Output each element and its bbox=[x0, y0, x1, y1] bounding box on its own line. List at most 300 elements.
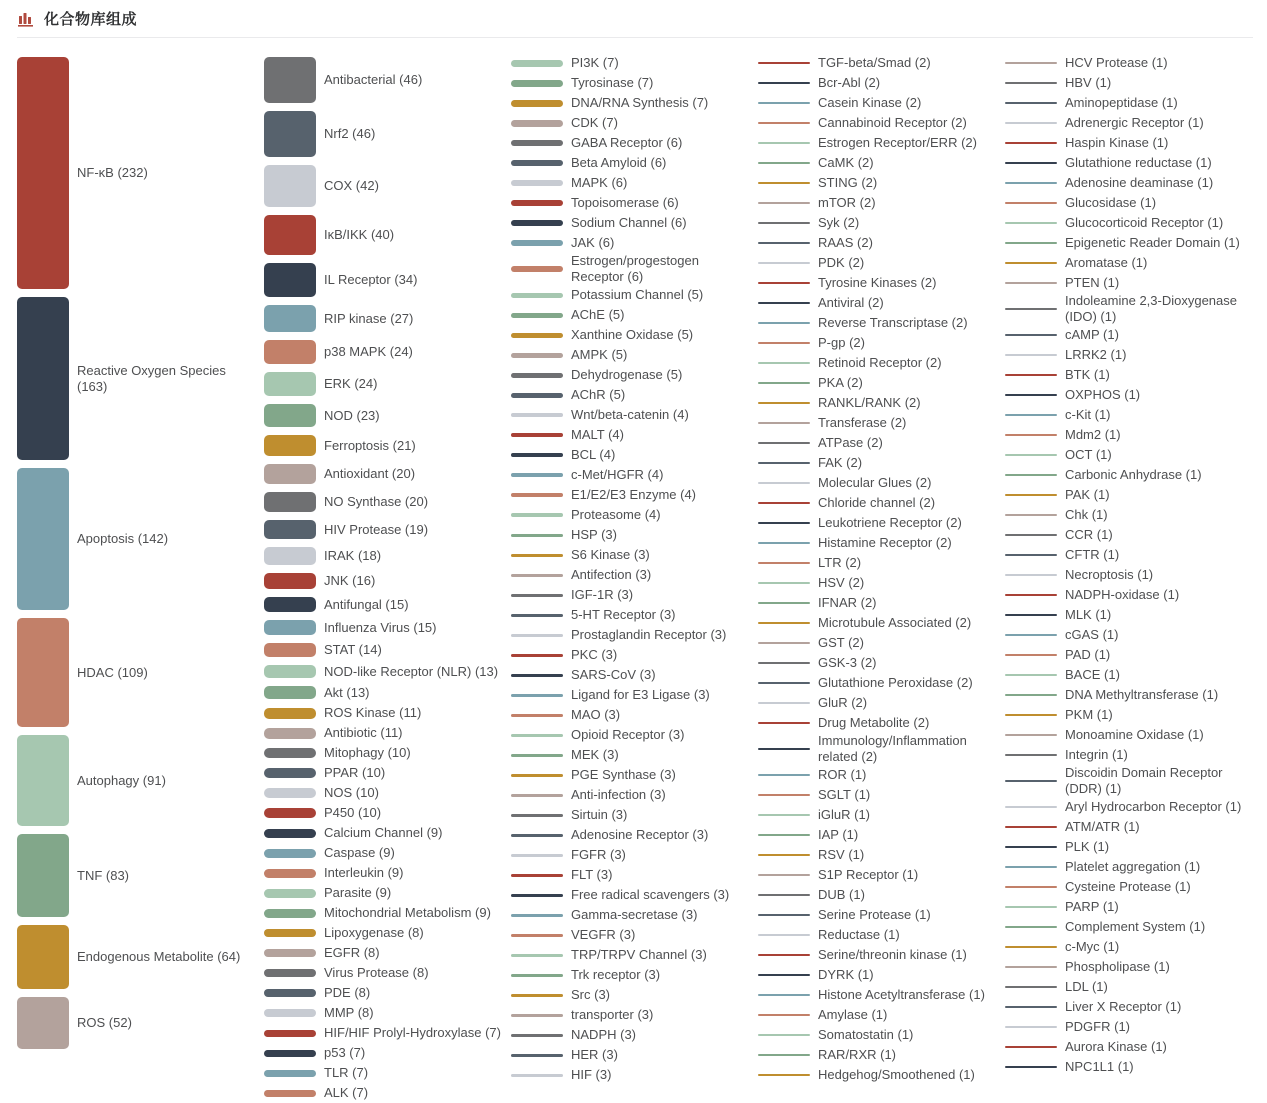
category-swatch[interactable] bbox=[264, 808, 316, 818]
legend-row bbox=[1005, 233, 1252, 253]
category-swatch[interactable] bbox=[758, 954, 810, 955]
category-swatch[interactable] bbox=[758, 622, 810, 624]
legend-row bbox=[511, 153, 758, 173]
category-swatch[interactable] bbox=[1005, 594, 1057, 595]
category-swatch[interactable] bbox=[758, 874, 810, 875]
category-swatch[interactable] bbox=[758, 682, 810, 684]
category-swatch[interactable] bbox=[758, 322, 810, 324]
category-swatch[interactable] bbox=[264, 215, 316, 255]
category-swatch[interactable] bbox=[758, 142, 810, 144]
category-label: Carbonic Anhydrase (1) bbox=[1065, 467, 1202, 482]
category-label: p38 MAPK (24) bbox=[324, 344, 413, 359]
legend-row bbox=[1005, 293, 1252, 325]
legend-row bbox=[1005, 565, 1252, 585]
category-swatch[interactable] bbox=[1005, 846, 1057, 847]
category-swatch[interactable] bbox=[1005, 1026, 1057, 1027]
category-swatch[interactable] bbox=[758, 748, 810, 750]
legend-row bbox=[758, 925, 1005, 945]
category-swatch[interactable] bbox=[264, 492, 316, 512]
category-swatch[interactable] bbox=[758, 542, 810, 544]
category-label: Mdm2 (1) bbox=[1065, 427, 1121, 442]
category-label: IκB/IKK (40) bbox=[324, 227, 395, 242]
legend-row bbox=[758, 1005, 1005, 1025]
category-swatch[interactable] bbox=[511, 513, 563, 517]
category-swatch[interactable] bbox=[511, 200, 563, 206]
category-swatch[interactable] bbox=[1005, 634, 1057, 635]
category-swatch[interactable] bbox=[511, 554, 563, 557]
legend-row bbox=[511, 685, 758, 705]
category-swatch[interactable] bbox=[264, 849, 316, 858]
category-swatch[interactable] bbox=[758, 382, 810, 384]
category-swatch[interactable] bbox=[511, 80, 563, 87]
legend-row bbox=[758, 733, 1005, 765]
category-swatch[interactable] bbox=[511, 874, 563, 877]
legend-row bbox=[264, 516, 511, 543]
category-swatch[interactable] bbox=[1005, 102, 1057, 103]
category-swatch[interactable] bbox=[758, 814, 810, 815]
category-swatch[interactable] bbox=[758, 562, 810, 564]
category-label: MAPK (6) bbox=[571, 175, 628, 190]
category-swatch[interactable] bbox=[511, 413, 563, 417]
category-swatch[interactable] bbox=[1005, 654, 1057, 655]
category-swatch[interactable] bbox=[264, 788, 316, 798]
category-swatch[interactable] bbox=[511, 994, 563, 997]
category-swatch[interactable] bbox=[758, 222, 810, 224]
category-swatch[interactable] bbox=[264, 768, 316, 778]
category-swatch[interactable] bbox=[17, 735, 69, 826]
category-swatch[interactable] bbox=[511, 754, 563, 757]
category-label: ATPase (2) bbox=[818, 435, 883, 450]
category-swatch[interactable] bbox=[1005, 754, 1057, 755]
category-swatch[interactable] bbox=[511, 694, 563, 697]
category-swatch[interactable] bbox=[264, 889, 316, 898]
legend-row bbox=[264, 107, 511, 161]
category-label: LTR (2) bbox=[818, 555, 862, 570]
category-swatch[interactable] bbox=[264, 748, 316, 758]
category-swatch[interactable] bbox=[264, 340, 316, 364]
category-swatch[interactable] bbox=[511, 240, 563, 246]
category-swatch[interactable] bbox=[511, 534, 563, 537]
legend-row bbox=[511, 485, 758, 505]
category-swatch[interactable] bbox=[511, 493, 563, 497]
category-swatch[interactable] bbox=[511, 393, 563, 398]
legend-row bbox=[1005, 325, 1252, 345]
category-swatch[interactable] bbox=[758, 774, 810, 775]
category-swatch[interactable] bbox=[264, 665, 316, 678]
category-label: Somatostatin (1) bbox=[818, 1027, 914, 1042]
category-swatch[interactable] bbox=[511, 614, 563, 617]
category-swatch[interactable] bbox=[1005, 262, 1057, 263]
category-swatch[interactable] bbox=[511, 266, 563, 272]
category-swatch[interactable] bbox=[264, 305, 316, 332]
category-swatch[interactable] bbox=[758, 1054, 810, 1055]
category-swatch[interactable] bbox=[264, 929, 316, 937]
category-swatch[interactable] bbox=[264, 989, 316, 997]
category-label: Tyrosinase (7) bbox=[571, 75, 654, 90]
legend-row bbox=[511, 1005, 758, 1025]
category-swatch[interactable] bbox=[511, 794, 563, 797]
category-swatch[interactable] bbox=[1005, 534, 1057, 535]
category-swatch[interactable] bbox=[1005, 574, 1057, 575]
category-swatch[interactable] bbox=[758, 994, 810, 995]
category-label: Glutathione reductase (1) bbox=[1065, 155, 1212, 170]
category-swatch[interactable] bbox=[1005, 906, 1057, 907]
category-swatch[interactable] bbox=[511, 934, 563, 937]
category-swatch[interactable] bbox=[1005, 1006, 1057, 1007]
legend-row bbox=[758, 133, 1005, 153]
legend-row bbox=[1005, 213, 1252, 233]
legend-row bbox=[511, 865, 758, 885]
category-label: BCL (4) bbox=[571, 447, 616, 462]
category-swatch[interactable] bbox=[511, 293, 563, 298]
category-swatch[interactable] bbox=[1005, 308, 1057, 309]
category-swatch[interactable] bbox=[1005, 986, 1057, 987]
legend-row bbox=[511, 785, 758, 805]
category-swatch[interactable] bbox=[1005, 780, 1057, 781]
category-swatch[interactable] bbox=[1005, 1046, 1057, 1047]
category-swatch[interactable] bbox=[1005, 494, 1057, 495]
category-label: Opioid Receptor (3) bbox=[571, 727, 685, 742]
category-swatch[interactable] bbox=[1005, 394, 1057, 395]
category-swatch[interactable] bbox=[511, 1014, 563, 1017]
category-swatch[interactable] bbox=[511, 974, 563, 977]
category-swatch[interactable] bbox=[758, 502, 810, 504]
category-swatch[interactable] bbox=[264, 165, 316, 207]
category-swatch[interactable] bbox=[511, 60, 563, 67]
legend-row bbox=[511, 625, 758, 645]
category-swatch[interactable] bbox=[511, 954, 563, 957]
category-swatch[interactable] bbox=[758, 102, 810, 104]
category-swatch[interactable] bbox=[1005, 826, 1057, 827]
category-swatch[interactable] bbox=[1005, 142, 1057, 143]
category-swatch[interactable] bbox=[264, 57, 316, 103]
category-swatch[interactable] bbox=[1005, 714, 1057, 715]
category-swatch[interactable] bbox=[264, 620, 316, 635]
category-label: Glutathione Peroxidase (2) bbox=[818, 675, 973, 690]
category-label: Antibiotic (11) bbox=[324, 725, 403, 740]
legend-row bbox=[1005, 173, 1252, 193]
category-swatch[interactable] bbox=[758, 182, 810, 184]
category-swatch[interactable] bbox=[511, 1074, 563, 1077]
category-swatch[interactable] bbox=[758, 1014, 810, 1015]
category-swatch[interactable] bbox=[264, 708, 316, 719]
category-label: IGF-1R (3) bbox=[571, 587, 634, 602]
category-swatch[interactable] bbox=[758, 242, 810, 244]
category-swatch[interactable] bbox=[1005, 474, 1057, 475]
category-swatch[interactable] bbox=[511, 854, 563, 857]
category-label: AChR (5) bbox=[571, 387, 626, 402]
category-label: Cysteine Protease (1) bbox=[1065, 879, 1191, 894]
category-swatch[interactable] bbox=[511, 313, 563, 318]
category-swatch[interactable] bbox=[511, 834, 563, 837]
category-swatch[interactable] bbox=[511, 734, 563, 737]
category-swatch[interactable] bbox=[264, 404, 316, 427]
category-label: HCV Protease (1) bbox=[1065, 55, 1168, 70]
category-swatch[interactable] bbox=[758, 442, 810, 444]
category-swatch[interactable] bbox=[511, 373, 563, 378]
legend-row bbox=[758, 785, 1005, 805]
category-swatch[interactable] bbox=[1005, 62, 1057, 63]
category-swatch[interactable] bbox=[1005, 162, 1057, 163]
category-swatch[interactable] bbox=[1005, 514, 1057, 515]
category-swatch[interactable] bbox=[1005, 614, 1057, 615]
category-swatch[interactable] bbox=[758, 62, 810, 64]
category-label: Monoamine Oxidase (1) bbox=[1065, 727, 1204, 742]
category-label: Molecular Glues (2) bbox=[818, 475, 932, 490]
category-label: PGE Synthase (3) bbox=[571, 767, 676, 782]
category-swatch[interactable] bbox=[511, 1034, 563, 1037]
category-swatch[interactable] bbox=[1005, 454, 1057, 455]
category-swatch[interactable] bbox=[511, 814, 563, 817]
legend-row bbox=[758, 905, 1005, 925]
category-swatch[interactable] bbox=[758, 522, 810, 524]
category-swatch[interactable] bbox=[264, 1030, 316, 1037]
category-swatch[interactable] bbox=[1005, 334, 1057, 335]
category-swatch[interactable] bbox=[264, 263, 316, 297]
category-swatch[interactable] bbox=[511, 594, 563, 597]
category-label: NF-κB (232) bbox=[77, 165, 148, 180]
category-label: Estrogen Receptor/ERR (2) bbox=[818, 135, 977, 150]
legend-row bbox=[758, 53, 1005, 73]
category-label: Cannabinoid Receptor (2) bbox=[818, 115, 967, 130]
category-label: ROR (1) bbox=[818, 767, 867, 782]
category-swatch[interactable] bbox=[758, 894, 810, 895]
category-swatch[interactable] bbox=[1005, 182, 1057, 183]
category-swatch[interactable] bbox=[264, 520, 316, 539]
category-swatch[interactable] bbox=[511, 574, 563, 577]
category-swatch[interactable] bbox=[1005, 414, 1057, 415]
category-swatch[interactable] bbox=[758, 794, 810, 795]
category-label: Gamma-secretase (3) bbox=[571, 907, 698, 922]
category-swatch[interactable] bbox=[264, 686, 316, 699]
category-swatch[interactable] bbox=[758, 122, 810, 124]
page-title: 化合物库组成 bbox=[44, 11, 138, 28]
legend-row bbox=[1005, 545, 1252, 565]
category-label: Src (3) bbox=[571, 987, 610, 1002]
category-swatch[interactable] bbox=[758, 582, 810, 584]
category-swatch[interactable] bbox=[17, 57, 69, 289]
category-swatch[interactable] bbox=[758, 402, 810, 404]
category-swatch[interactable] bbox=[758, 642, 810, 644]
category-swatch[interactable] bbox=[264, 464, 316, 484]
category-swatch[interactable] bbox=[17, 997, 69, 1049]
category-swatch[interactable] bbox=[1005, 202, 1057, 203]
category-swatch[interactable] bbox=[758, 342, 810, 344]
legend-row bbox=[1005, 997, 1252, 1017]
category-swatch[interactable] bbox=[1005, 946, 1057, 947]
category-label: Calcium Channel (9) bbox=[324, 825, 443, 840]
category-swatch[interactable] bbox=[264, 1009, 316, 1017]
category-swatch[interactable] bbox=[17, 297, 69, 460]
category-swatch[interactable] bbox=[511, 353, 563, 358]
category-label: Interleukin (9) bbox=[324, 865, 404, 880]
category-swatch[interactable] bbox=[511, 774, 563, 777]
category-swatch[interactable] bbox=[1005, 886, 1057, 887]
category-label: GluR (2) bbox=[818, 695, 868, 710]
legend-row bbox=[264, 823, 511, 843]
legend-row bbox=[511, 193, 758, 213]
category-swatch[interactable] bbox=[511, 140, 563, 146]
category-swatch[interactable] bbox=[758, 262, 810, 264]
category-label: S1P Receptor (1) bbox=[818, 867, 919, 882]
chart-column-3 bbox=[511, 53, 758, 1085]
category-swatch[interactable] bbox=[511, 894, 563, 897]
category-swatch[interactable] bbox=[511, 180, 563, 186]
category-swatch[interactable] bbox=[758, 602, 810, 604]
category-swatch[interactable] bbox=[511, 674, 563, 677]
category-label: p53 (7) bbox=[324, 1045, 366, 1060]
category-label: PDE (8) bbox=[324, 985, 371, 1000]
category-swatch[interactable] bbox=[264, 573, 316, 589]
legend-row bbox=[758, 613, 1005, 633]
legend-row bbox=[758, 113, 1005, 133]
category-swatch[interactable] bbox=[511, 333, 563, 338]
category-swatch[interactable] bbox=[1005, 354, 1057, 355]
category-swatch[interactable] bbox=[1005, 122, 1057, 123]
category-swatch[interactable] bbox=[511, 220, 563, 226]
category-label: S6 Kinase (3) bbox=[571, 547, 650, 562]
category-swatch[interactable] bbox=[1005, 694, 1057, 695]
category-swatch[interactable] bbox=[17, 468, 69, 610]
category-swatch[interactable] bbox=[264, 547, 316, 565]
category-swatch[interactable] bbox=[1005, 242, 1057, 243]
category-swatch[interactable] bbox=[511, 914, 563, 917]
legend-row bbox=[264, 703, 511, 723]
legend-row bbox=[758, 985, 1005, 1005]
legend-row bbox=[264, 763, 511, 783]
category-label: Liver X Receptor (1) bbox=[1065, 999, 1182, 1014]
category-swatch[interactable] bbox=[264, 969, 316, 977]
category-swatch[interactable] bbox=[758, 702, 810, 704]
category-label: Necroptosis (1) bbox=[1065, 567, 1154, 582]
category-swatch[interactable] bbox=[758, 482, 810, 484]
category-swatch[interactable] bbox=[758, 82, 810, 84]
category-swatch[interactable] bbox=[1005, 866, 1057, 867]
category-swatch[interactable] bbox=[264, 597, 316, 612]
category-swatch[interactable] bbox=[264, 1090, 316, 1097]
category-swatch[interactable] bbox=[511, 634, 563, 637]
legend-row bbox=[264, 923, 511, 943]
category-swatch[interactable] bbox=[758, 934, 810, 935]
category-swatch[interactable] bbox=[1005, 806, 1057, 807]
compound-library-composition-chart bbox=[0, 38, 1267, 1103]
legend-row bbox=[511, 885, 758, 905]
category-swatch[interactable] bbox=[758, 362, 810, 364]
category-label: Aurora Kinase (1) bbox=[1065, 1039, 1167, 1054]
category-swatch[interactable] bbox=[264, 111, 316, 157]
category-swatch[interactable] bbox=[264, 1050, 316, 1057]
category-swatch[interactable] bbox=[511, 654, 563, 657]
category-swatch[interactable] bbox=[264, 949, 316, 957]
category-swatch[interactable] bbox=[758, 462, 810, 464]
legend-row bbox=[511, 1065, 758, 1085]
category-swatch[interactable] bbox=[1005, 374, 1057, 375]
category-swatch[interactable] bbox=[758, 662, 810, 664]
category-swatch[interactable] bbox=[264, 643, 316, 657]
category-swatch[interactable] bbox=[1005, 734, 1057, 735]
category-swatch[interactable] bbox=[758, 162, 810, 164]
category-swatch[interactable] bbox=[511, 120, 563, 127]
category-label: IAP (1) bbox=[818, 827, 859, 842]
category-swatch[interactable] bbox=[758, 282, 810, 284]
category-label: MLK (1) bbox=[1065, 607, 1112, 622]
chart-column-2 bbox=[264, 53, 511, 1103]
category-swatch[interactable] bbox=[1005, 1066, 1057, 1067]
category-swatch[interactable] bbox=[511, 473, 563, 477]
legend-row bbox=[511, 825, 758, 845]
category-swatch[interactable] bbox=[758, 1074, 810, 1075]
category-swatch[interactable] bbox=[264, 1070, 316, 1077]
legend-row bbox=[511, 665, 758, 685]
legend-row bbox=[758, 533, 1005, 553]
category-swatch[interactable] bbox=[758, 722, 810, 724]
category-swatch[interactable] bbox=[758, 974, 810, 975]
category-swatch[interactable] bbox=[511, 100, 563, 107]
category-swatch[interactable] bbox=[758, 302, 810, 304]
category-swatch[interactable] bbox=[1005, 554, 1057, 555]
category-swatch[interactable] bbox=[1005, 926, 1057, 927]
category-label: Antifection (3) bbox=[571, 567, 652, 582]
legend-row bbox=[758, 653, 1005, 673]
category-swatch[interactable] bbox=[264, 829, 316, 838]
category-swatch[interactable] bbox=[511, 160, 563, 166]
category-label: Potassium Channel (5) bbox=[571, 287, 704, 302]
legend-row bbox=[758, 865, 1005, 885]
legend-row bbox=[1005, 153, 1252, 173]
category-label: Chk (1) bbox=[1065, 507, 1108, 522]
category-swatch[interactable] bbox=[511, 1054, 563, 1057]
legend-row bbox=[264, 661, 511, 682]
category-swatch[interactable] bbox=[17, 618, 69, 727]
category-swatch[interactable] bbox=[1005, 434, 1057, 435]
category-swatch[interactable] bbox=[1005, 966, 1057, 967]
category-label: Serine/threonin kinase (1) bbox=[818, 947, 967, 962]
category-label: RSV (1) bbox=[818, 847, 865, 862]
category-swatch[interactable] bbox=[758, 854, 810, 855]
category-swatch[interactable] bbox=[758, 834, 810, 835]
category-swatch[interactable] bbox=[264, 372, 316, 396]
category-swatch[interactable] bbox=[511, 714, 563, 717]
category-swatch[interactable] bbox=[1005, 674, 1057, 675]
category-swatch[interactable] bbox=[758, 1034, 810, 1035]
legend-row bbox=[511, 525, 758, 545]
category-swatch[interactable] bbox=[17, 834, 69, 917]
legend-row bbox=[511, 725, 758, 745]
category-swatch[interactable] bbox=[17, 925, 69, 989]
category-label: PPAR (10) bbox=[324, 765, 386, 780]
category-swatch[interactable] bbox=[264, 869, 316, 878]
legend-row bbox=[511, 965, 758, 985]
category-label: PKA (2) bbox=[818, 375, 863, 390]
category-swatch[interactable] bbox=[264, 435, 316, 456]
category-swatch[interactable] bbox=[758, 914, 810, 915]
category-swatch[interactable] bbox=[264, 728, 316, 739]
category-swatch[interactable] bbox=[1005, 82, 1057, 83]
category-label: BACE (1) bbox=[1065, 667, 1120, 682]
category-swatch[interactable] bbox=[758, 202, 810, 204]
category-swatch[interactable] bbox=[758, 422, 810, 424]
category-swatch[interactable] bbox=[264, 909, 316, 918]
legend-row bbox=[758, 173, 1005, 193]
category-swatch[interactable] bbox=[511, 453, 563, 457]
legend-row bbox=[758, 885, 1005, 905]
category-swatch[interactable] bbox=[511, 433, 563, 437]
legend-row bbox=[1005, 273, 1252, 293]
legend-row bbox=[511, 545, 758, 565]
category-label: c-Myc (1) bbox=[1065, 939, 1120, 954]
category-swatch[interactable] bbox=[1005, 282, 1057, 283]
category-swatch[interactable] bbox=[1005, 222, 1057, 223]
